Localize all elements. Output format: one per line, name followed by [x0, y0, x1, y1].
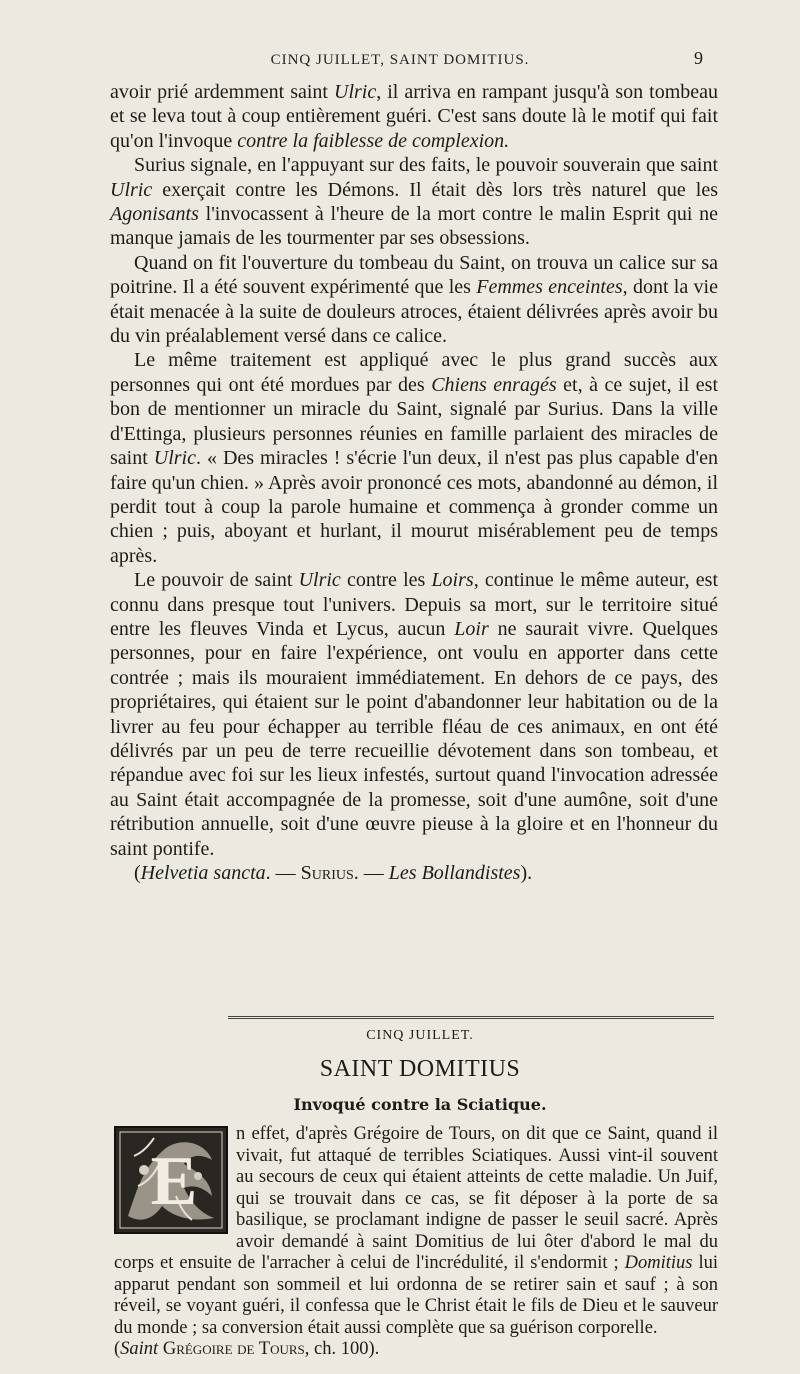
article-ulric — [110, 80, 718, 885]
section-divider — [228, 1016, 714, 1019]
section-date: CINQ JUILLET. — [366, 1028, 474, 1043]
paragraph: Le même traitement est appliqué avec le plus grand succès aux personnes qui ont été mordues par des Chiens enragés et, à ce sujet, il est bon de mentionner un miracle du Saint, signalé par Surius. Dans la ville d'Ettinga, plusieurs personnes réunies en famille parlaient des miracles de saint Ulric. « Des miracles ! s'écrie l'un deux, il n'est pas plus capable d'en faire qu'un chien. » Après avoir prononcé ces mots, abandonné au démon, il perdit tout à coup la parole humaine et commença à gronder comme un chien ; puis, aboyant et hurlant, il mourut misérablement peu de temps après. — [110, 349, 719, 567]
paragraph: n effet, d'après Grégoire de Tours, on dit que ce Saint, quand il vivait, fut attaqué de terribles Sciatiques. Aussi vint-il souvent au secours de ceux qui étaient atteints de cette maladie. Un Juif, qui se trouvait dans ce cas, se fit déposer à la porte de sa basilique, se proclamant indigne de passer le seuil sacré. Après avoir demandé à saint Domitius de lui ôter d'abord le mal du corps et ensuite de l'arracher à celui de l'incrédulité, il s'endormit ; Domitius lui apparut pendant son sommeil et lui ordonna de se retirer sain et sauf ; à son réveil, se voyant guéri, il confessa que le Christ était le fils de Dieu et le sauveur du monde ; sa conversion était aussi complète que sa guérison corporelle. — [114, 1124, 719, 1338]
paragraph: Le pouvoir de saint Ulric contre les Loirs, continue le même auteur, est connu dans presque tout l'univers. Depuis sa mort, sur le territoire situé entre les fleuves Vinda et Lycus, aucun Loir ne saurait vivre. Quelques personnes, pour en faire l'expérience, ont voulu en apporter dans cette contrée ; mais ils mouraient immédiatement. En dehors de ce pays, des propriétaires, qui étaient sur le point d'abandonner leur habitation ou de la livrer au feu pour échapper au terrible fléau de ces animaux, en ont été délivrés par un peu de terre recueillie dévotement dans son tombeau, et répandue avec foi sur les lieux infestés, surtout quand l'invocation adressée au Saint était accompagnée de la promesse, soit d'une aumône, soit d'une rétribution annuelle, soit d'une œuvre pieuse à la gloire et en l'honneur du saint pontife. — [110, 569, 719, 860]
drop-cap-letter: E — [150, 1143, 198, 1220]
citation: (Saint Grégoire de Tours, ch. 100). — [114, 1339, 380, 1359]
article-domitius — [114, 1124, 718, 1361]
running-head: CINQ JUILLET, SAINT DOMITIUS. — [270, 52, 530, 68]
page-number: 9 — [694, 48, 703, 68]
citation: (Helvetia sancta. — Surius. — Les Bollandistes). — [134, 862, 533, 884]
paragraph: avoir prié ardemment saint Ulric, il arriva en rampant jusqu'à son tombeau et se leva tout à coup entièrement guéri. C'est sans doute là le motif qui fait qu'on l'invoque contre la faiblesse de complexion. — [110, 81, 719, 152]
section-subtitle: Invoqué contre la Sciatique. — [293, 1095, 547, 1114]
paragraph: Surius signale, en l'appuyant sur des faits, le pouvoir souverain que saint Ulric exerçait contre les Démons. Il était dès lors très naturel que les Agonisants l'invocassent à l'heure de la mort contre le malin Esprit qui ne manque jamais de les tourmenter par ses obsessions. — [110, 154, 718, 250]
section-title: SAINT DOMITIUS — [319, 1056, 521, 1082]
paragraph: Quand on fit l'ouverture du tombeau du Saint, on trouva un calice sur sa poitrine. Il a été souvent expérimenté que les Femmes enceintes, dont la vie était menacée à la suite de douleurs atroces, étaient délivrées après avoir bu du vin préalablement versé dans ce calice. — [110, 251, 718, 348]
